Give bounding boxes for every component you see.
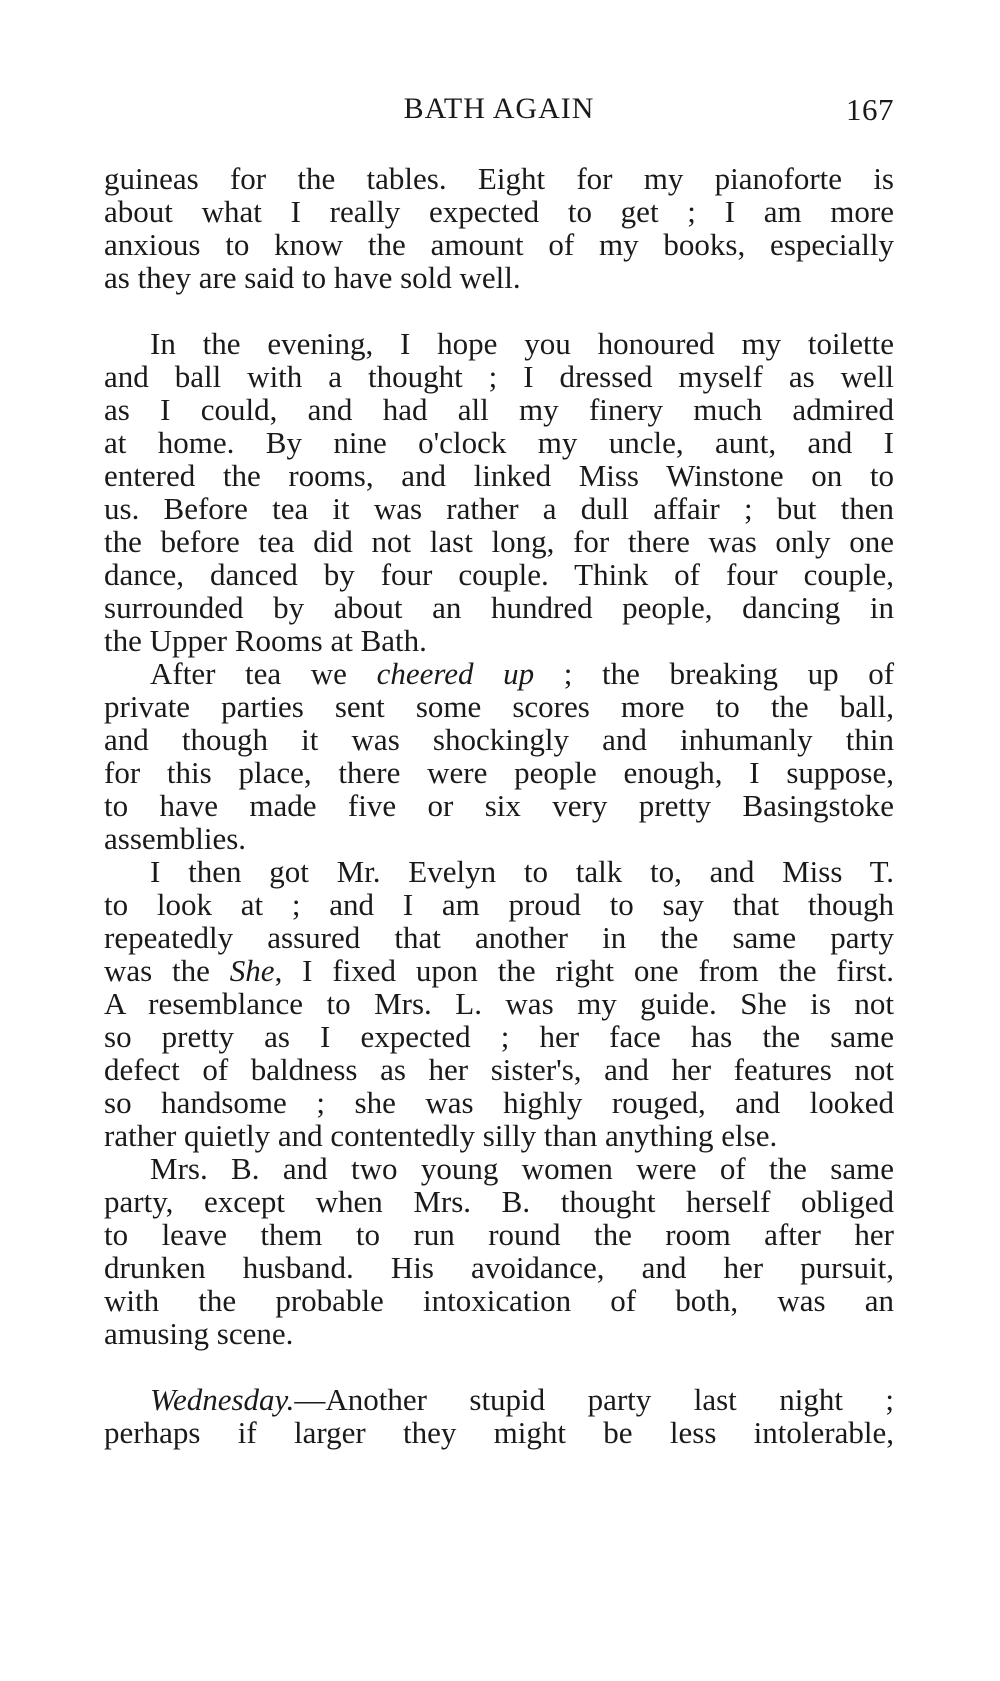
text-line: for this place, there were people enough, I suppose, bbox=[104, 755, 894, 790]
text-line bbox=[104, 954, 894, 987]
text-line bbox=[104, 657, 894, 690]
chapter-title: BATH AGAIN bbox=[403, 92, 595, 125]
paragraph bbox=[104, 855, 894, 1152]
text-line: and ball with a thought ; I dressed myself as well bbox=[104, 359, 894, 394]
text-line: as I could, and had all my finery much admired bbox=[104, 392, 894, 427]
text-line: drunken husband. His avoidance, and her pursuit, bbox=[104, 1250, 894, 1285]
paragraph bbox=[104, 1152, 894, 1350]
italic-phrase: Wednesday. bbox=[150, 1382, 295, 1417]
text-line: to look at ; and I am proud to say that though bbox=[104, 887, 894, 922]
text-line: amusing scene. bbox=[104, 1316, 294, 1351]
text-line: us. Before tea it was rather a dull affair ; but then bbox=[104, 491, 894, 526]
text-line: the Upper Rooms at Bath. bbox=[104, 623, 427, 658]
text-run: , I fixed upon the right one from the first. bbox=[274, 953, 894, 988]
body-text bbox=[104, 162, 894, 1449]
paragraph bbox=[104, 1383, 894, 1449]
text-line: defect of baldness as her sister's, and her features not bbox=[104, 1052, 894, 1087]
text-line: and though it was shockingly and inhumanly thin bbox=[104, 722, 894, 757]
text-line: dance, danced by four couple. Think of four couple, bbox=[104, 557, 894, 592]
text-line: the before tea did not last long, for there was only one bbox=[104, 524, 894, 559]
text-run: ; the breaking up of bbox=[534, 656, 895, 691]
text-line: In the evening, I hope you honoured my toilette bbox=[150, 326, 894, 361]
text-run: was the bbox=[104, 953, 230, 988]
paragraph bbox=[104, 162, 894, 294]
text-line bbox=[104, 1383, 894, 1416]
text-line: about what I really expected to get ; I am more bbox=[104, 194, 894, 229]
text-run: After tea we bbox=[150, 656, 377, 691]
text-line: so pretty as I expected ; her face has the same bbox=[104, 1019, 894, 1054]
text-line: guineas for the tables. Eight for my pianoforte is bbox=[104, 161, 894, 196]
text-line: surrounded by about an hundred people, dancing in bbox=[104, 590, 894, 625]
text-line: anxious to know the amount of my books, especially bbox=[104, 227, 894, 262]
text-line: as they are said to have sold well. bbox=[104, 260, 521, 295]
text-line: Mrs. B. and two young women were of the same bbox=[150, 1151, 894, 1186]
running-head bbox=[104, 92, 894, 138]
text-line: entered the rooms, and linked Miss Winstone on to bbox=[104, 458, 894, 493]
paragraph bbox=[104, 327, 894, 657]
text-line: so handsome ; she was highly rouged, and looked bbox=[104, 1085, 894, 1120]
text-line: assemblies. bbox=[104, 821, 247, 856]
text-line: with the probable intoxication of both, was an bbox=[104, 1283, 894, 1318]
paragraph bbox=[104, 657, 894, 855]
text-line: private parties sent some scores more to the ball, bbox=[104, 689, 894, 724]
text-line: A resemblance to Mrs. L. was my guide. She is not bbox=[104, 986, 894, 1021]
text-line: repeatedly assured that another in the same party bbox=[104, 920, 894, 955]
text-line: perhaps if larger they might be less intolerable, bbox=[104, 1415, 894, 1450]
text-line: rather quietly and contentedly silly than anything else. bbox=[104, 1118, 778, 1153]
italic-phrase: cheered up bbox=[376, 656, 535, 691]
italic-phrase: She bbox=[229, 953, 275, 988]
text-line: to leave them to run round the room after her bbox=[104, 1217, 894, 1252]
text-line: to have made five or six very pretty Basingstoke bbox=[104, 788, 894, 823]
text-line: at home. By nine o'clock my uncle, aunt, and I bbox=[104, 425, 894, 460]
text-line: party, except when Mrs. B. thought herself obliged bbox=[104, 1184, 894, 1219]
page-number: 167 bbox=[846, 92, 894, 127]
text-run: —Another stupid party last night ; bbox=[294, 1382, 894, 1417]
paragraph-gap bbox=[104, 294, 894, 327]
paragraph-gap bbox=[104, 1350, 894, 1383]
text-line: I then got Mr. Evelyn to talk to, and Miss T. bbox=[150, 854, 894, 889]
